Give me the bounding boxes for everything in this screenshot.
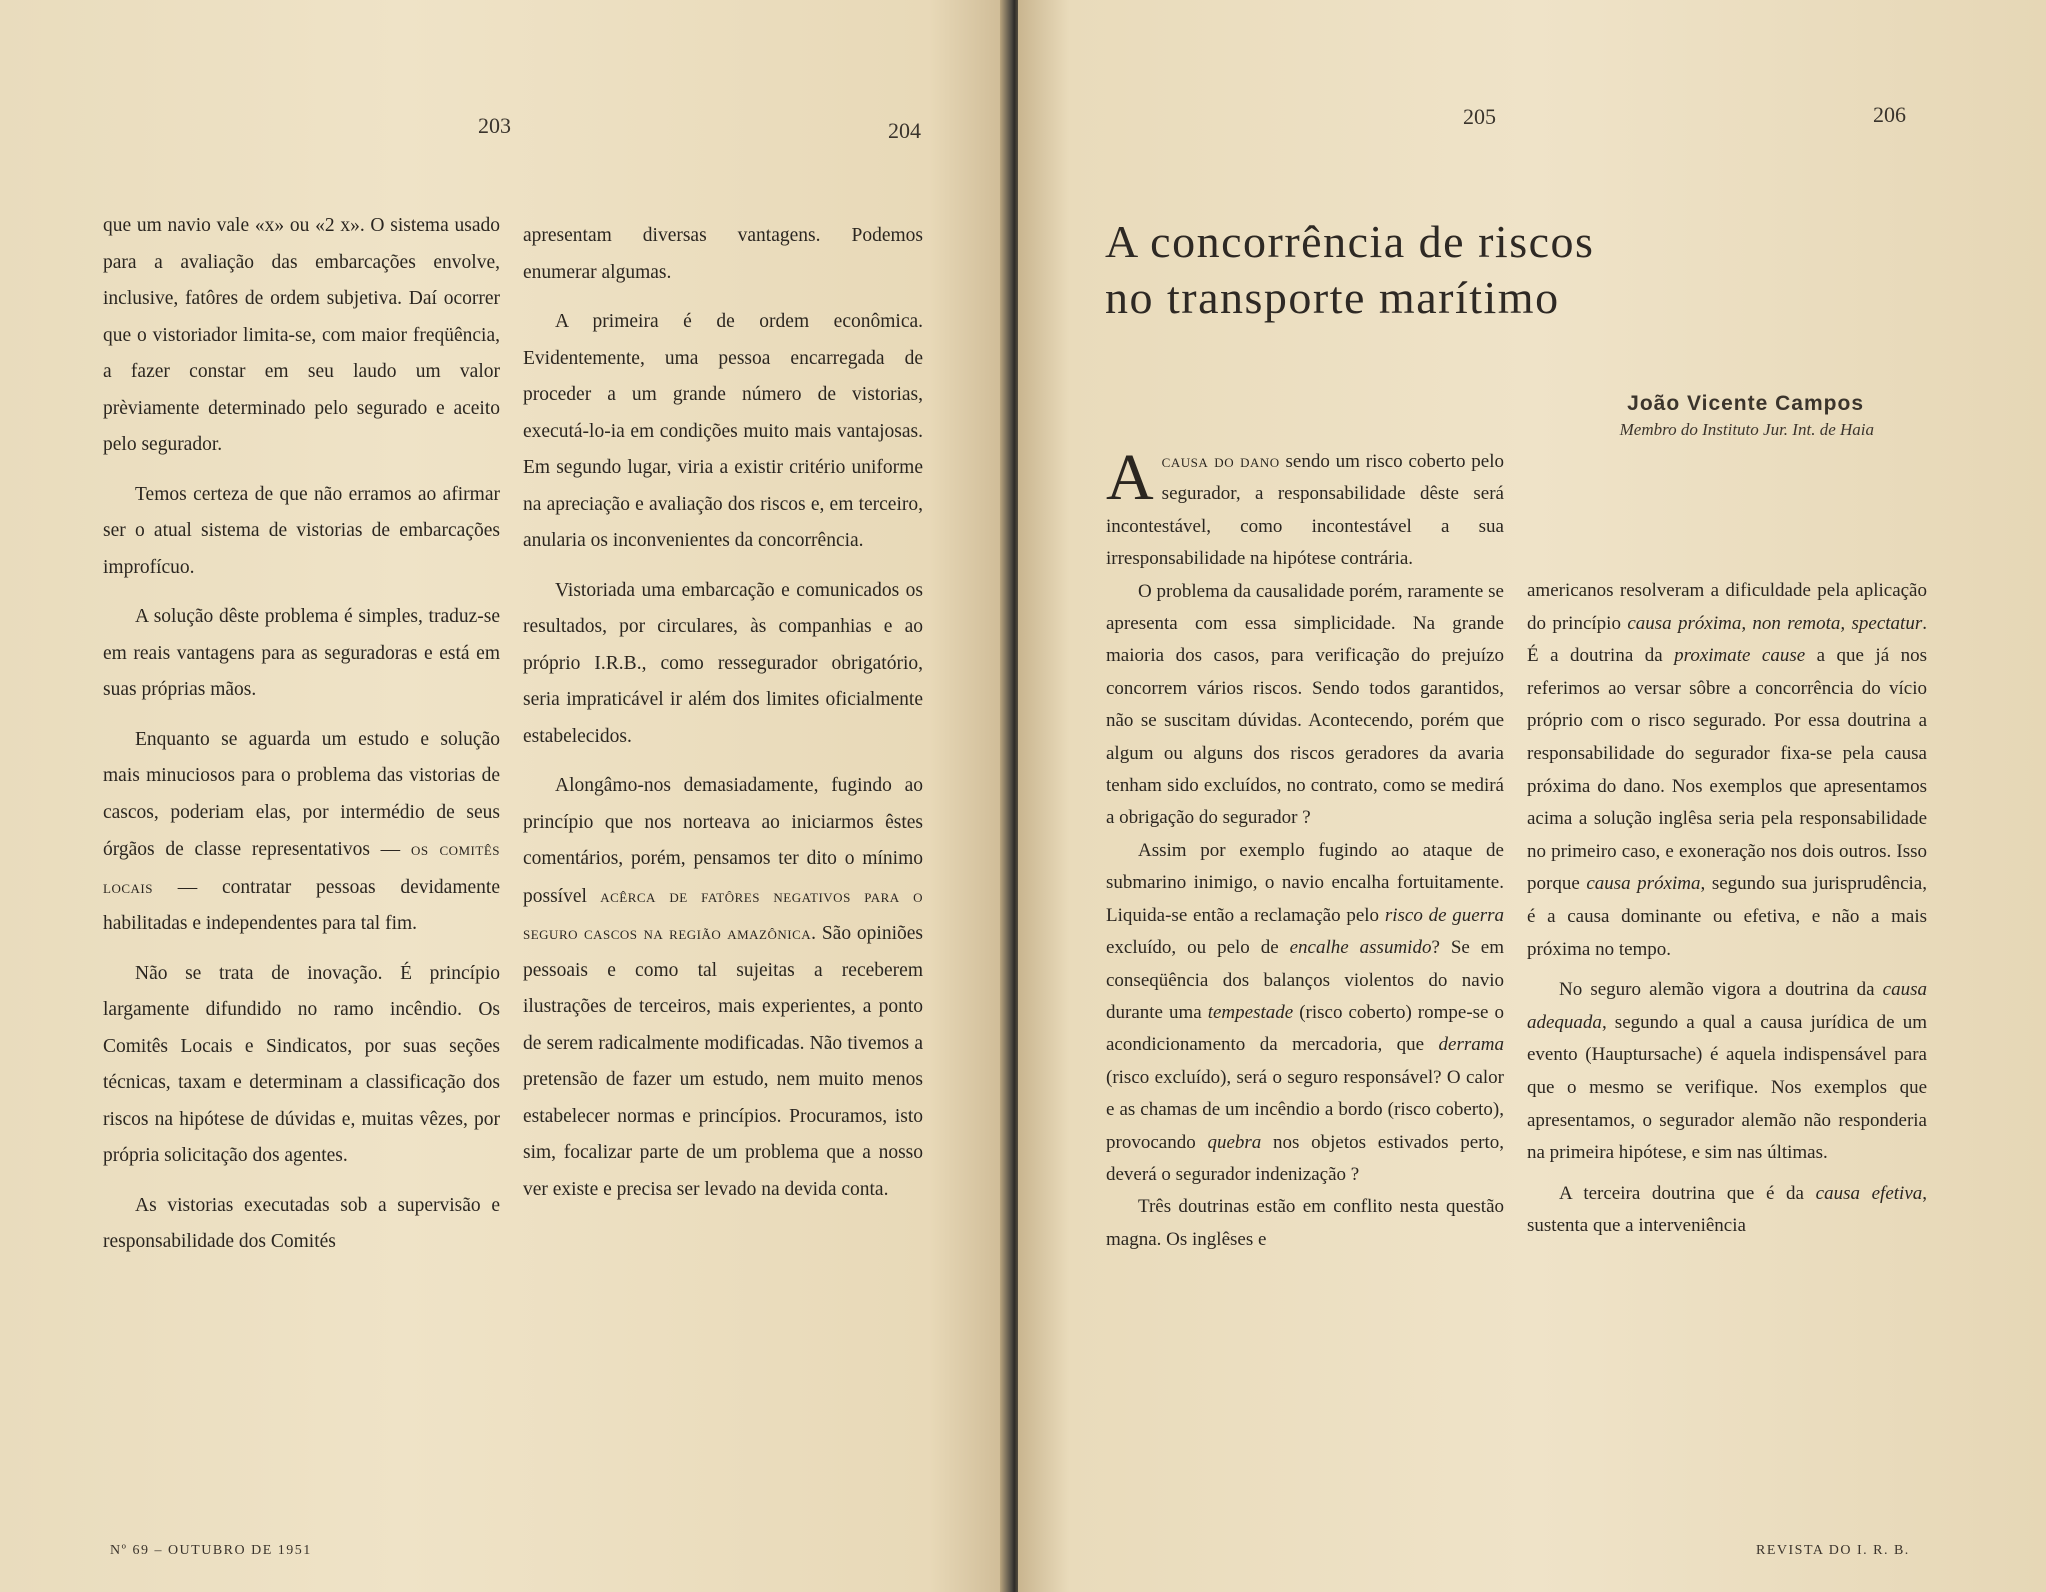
drop-cap: A	[1106, 441, 1154, 514]
author-affiliation: Membro do Instituto Jur. Int. de Haia	[1619, 420, 1874, 439]
paragraph: Não se trata de inovação. É princípio largamente difundido no ramo incêndio. Os Comitês Locais e Sindicatos, por suas seções técnicas, taxam e determinam a classificação dos riscos na hipótese de dúvidas e, muitas vêzes, por própria solicitação dos agentes.	[103, 962, 500, 1166]
paragraph: Alongâmo-nos demasiadamente, fugindo ao princípio que nos norteava ao iniciarmos êstes comentários, porém, pensamos ter dito o mínimo possível acêrca de fatôres negativos para o seguro cascos na região amazônica. São opiniões pessoais e como tal sujeitas a receberem ilustrações de terceiros, mais experientes, a ponto de serem radicalmente modificadas. Não tivemos a pretensão de fazer um estudo, nem muito menos estabelecer normas e princípios. Procuramos, isto sim, focalizar parte de um problema que a nosso ver existe e precisa ser levado na devida conta.	[523, 775, 923, 1200]
column-4	[1527, 575, 1927, 1243]
paragraph: Temos certeza de que não erramos ao afirmar ser o atual sistema de vistorias de embarcações improfícuo.	[103, 483, 500, 578]
column-3	[1106, 441, 1505, 1256]
paragraph: No seguro alemão vigora a doutrina da causa adequada, segundo a qual a causa jurídica de um evento (Hauptursache) é aquela indispensável para que o mesmo se verifique. Nos exemplos que apresentamos, o segurador alemão não responderia na primeira hipótese, e sim nas últimas.	[1527, 979, 1927, 1164]
paragraph: A primeira é de ordem econômica. Evidentemente, uma pessoa encarregada de proceder a um grande número de vistorias, executá-lo-ia em condições muito mais vantajosas. Em segundo lugar, viria a existir critério uniforme na apreciação e avaliação dos riscos e, em terceiro, anularia os inconvenientes da concorrência.	[523, 311, 923, 551]
paragraph: As vistorias executadas sob a supervisão e responsabilidade dos Comités	[103, 1194, 500, 1252]
paragraph: apresentam diversas vantagens. Podemos enumerar algumas.	[523, 225, 923, 283]
page-number-206: 206	[1873, 102, 1906, 127]
paragraph: Acausa do dano sendo um risco coberto pelo segurador, a responsabilidade dêste será incontestável, como incontestável a sua irresponsabilidade na hipótese contrária.	[1106, 441, 1504, 570]
column-1	[103, 208, 500, 1261]
paragraph: que um navio vale «x» ou «2 x». O sistema usado para a avaliação das embarcações envolve, inclusive, fatôres de ordem subjetiva. Daí ocorrer que o vistoriador limita-se, com maior freqüência, a fazer constar em seu laudo um valor prèviamente determinado pelo segurado e aceito pelo segurador.	[103, 215, 500, 455]
paragraph: americanos resolveram a dificuldade pela aplicação do princípio causa próxima, non remota, spectatur. É a doutrina da proximate cause a que já nos referimos ao versar sôbre a concorrência do vício próprio com o risco segurado. Por essa doutrina a responsabilidade do segurador fixa-se pela causa próxima do dano. Nos exemplos que apresentamos acima a solução inglêsa seria pela responsabilidade no primeiro caso, e exoneração nos dois outros. Isso porque causa próxima, segundo sua jurisprudência, é a causa dominante ou efetiva, e não a mais próxima no tempo.	[1527, 580, 1927, 960]
page-number-205: 205	[1463, 104, 1496, 129]
author-name: João Vicente Campos	[1627, 392, 1864, 415]
footer-issue: Nº 69 – OUTUBRO DE 1951	[110, 1543, 312, 1558]
column-2	[523, 218, 923, 1208]
paragraph: Vistoriada uma embarcação e comunicados os resultados, por circulares, às companhias e ao próprio I.R.B., como ressegurador obrigatório, seria impraticável ir além dos limites oficialmente estabelecidos.	[523, 579, 923, 747]
paragraph: Enquanto se aguarda um estudo e solução mais minuciosos para o problema das vistorias de cascos, poderiam elas, por intermédio de seus órgãos de classe representativos — os comitês locais — contratar pessoas devidamente habilitadas e independentes para tal fim.	[103, 728, 500, 934]
left-page	[0, 0, 1010, 1592]
paragraph: Assim por exemplo fugindo ao ataque de submarino inimigo, o navio encalha fortuitamente. Liquida-se então a reclamação pelo risco de guerra excluído, ou pelo de encalhe assumido? Se em conseqüência dos balanços violentos do navio durante uma tempestade (risco coberto) rompe-se o acondicionamento da mercadoria, que derrama (risco excluído), será o seguro responsável? O calor e as chamas de um incêndio a bordo (risco coberto), provocando quebra nos objetos estivados perto, deverá o segurador indenização ?	[1106, 839, 1505, 1185]
page-number-203: 203	[478, 113, 511, 138]
page-number-204: 204	[888, 118, 921, 143]
footer-journal: REVISTA DO I. R. B.	[1756, 1543, 1910, 1558]
article-title: A concorrência de riscos no transporte marítimo	[1105, 216, 1595, 323]
paragraph: Três doutrinas estão em conflito nesta questão magna. Os inglêses e	[1106, 1196, 1504, 1250]
paragraph: A solução dêste problema é simples, traduz-se em reais vantagens para as seguradoras e está em suas próprias mãos.	[103, 606, 500, 700]
paragraph: O problema da causalidade porém, raramente se apresenta com essa simplicidade. Na grande maioria dos casos, para verificação do prejuízo concorrem vários riscos. Sendo todos garantidos, não se suscitam dúvidas. Acontecendo, porém que algum ou alguns dos riscos geradores da avaria tenham sido excluídos, no contrato, como se medirá a obrigação do segurador ?	[1106, 580, 1504, 829]
paragraph: A terceira doutrina que é da causa efetiva, sustenta que a interveniência	[1527, 1182, 1928, 1237]
